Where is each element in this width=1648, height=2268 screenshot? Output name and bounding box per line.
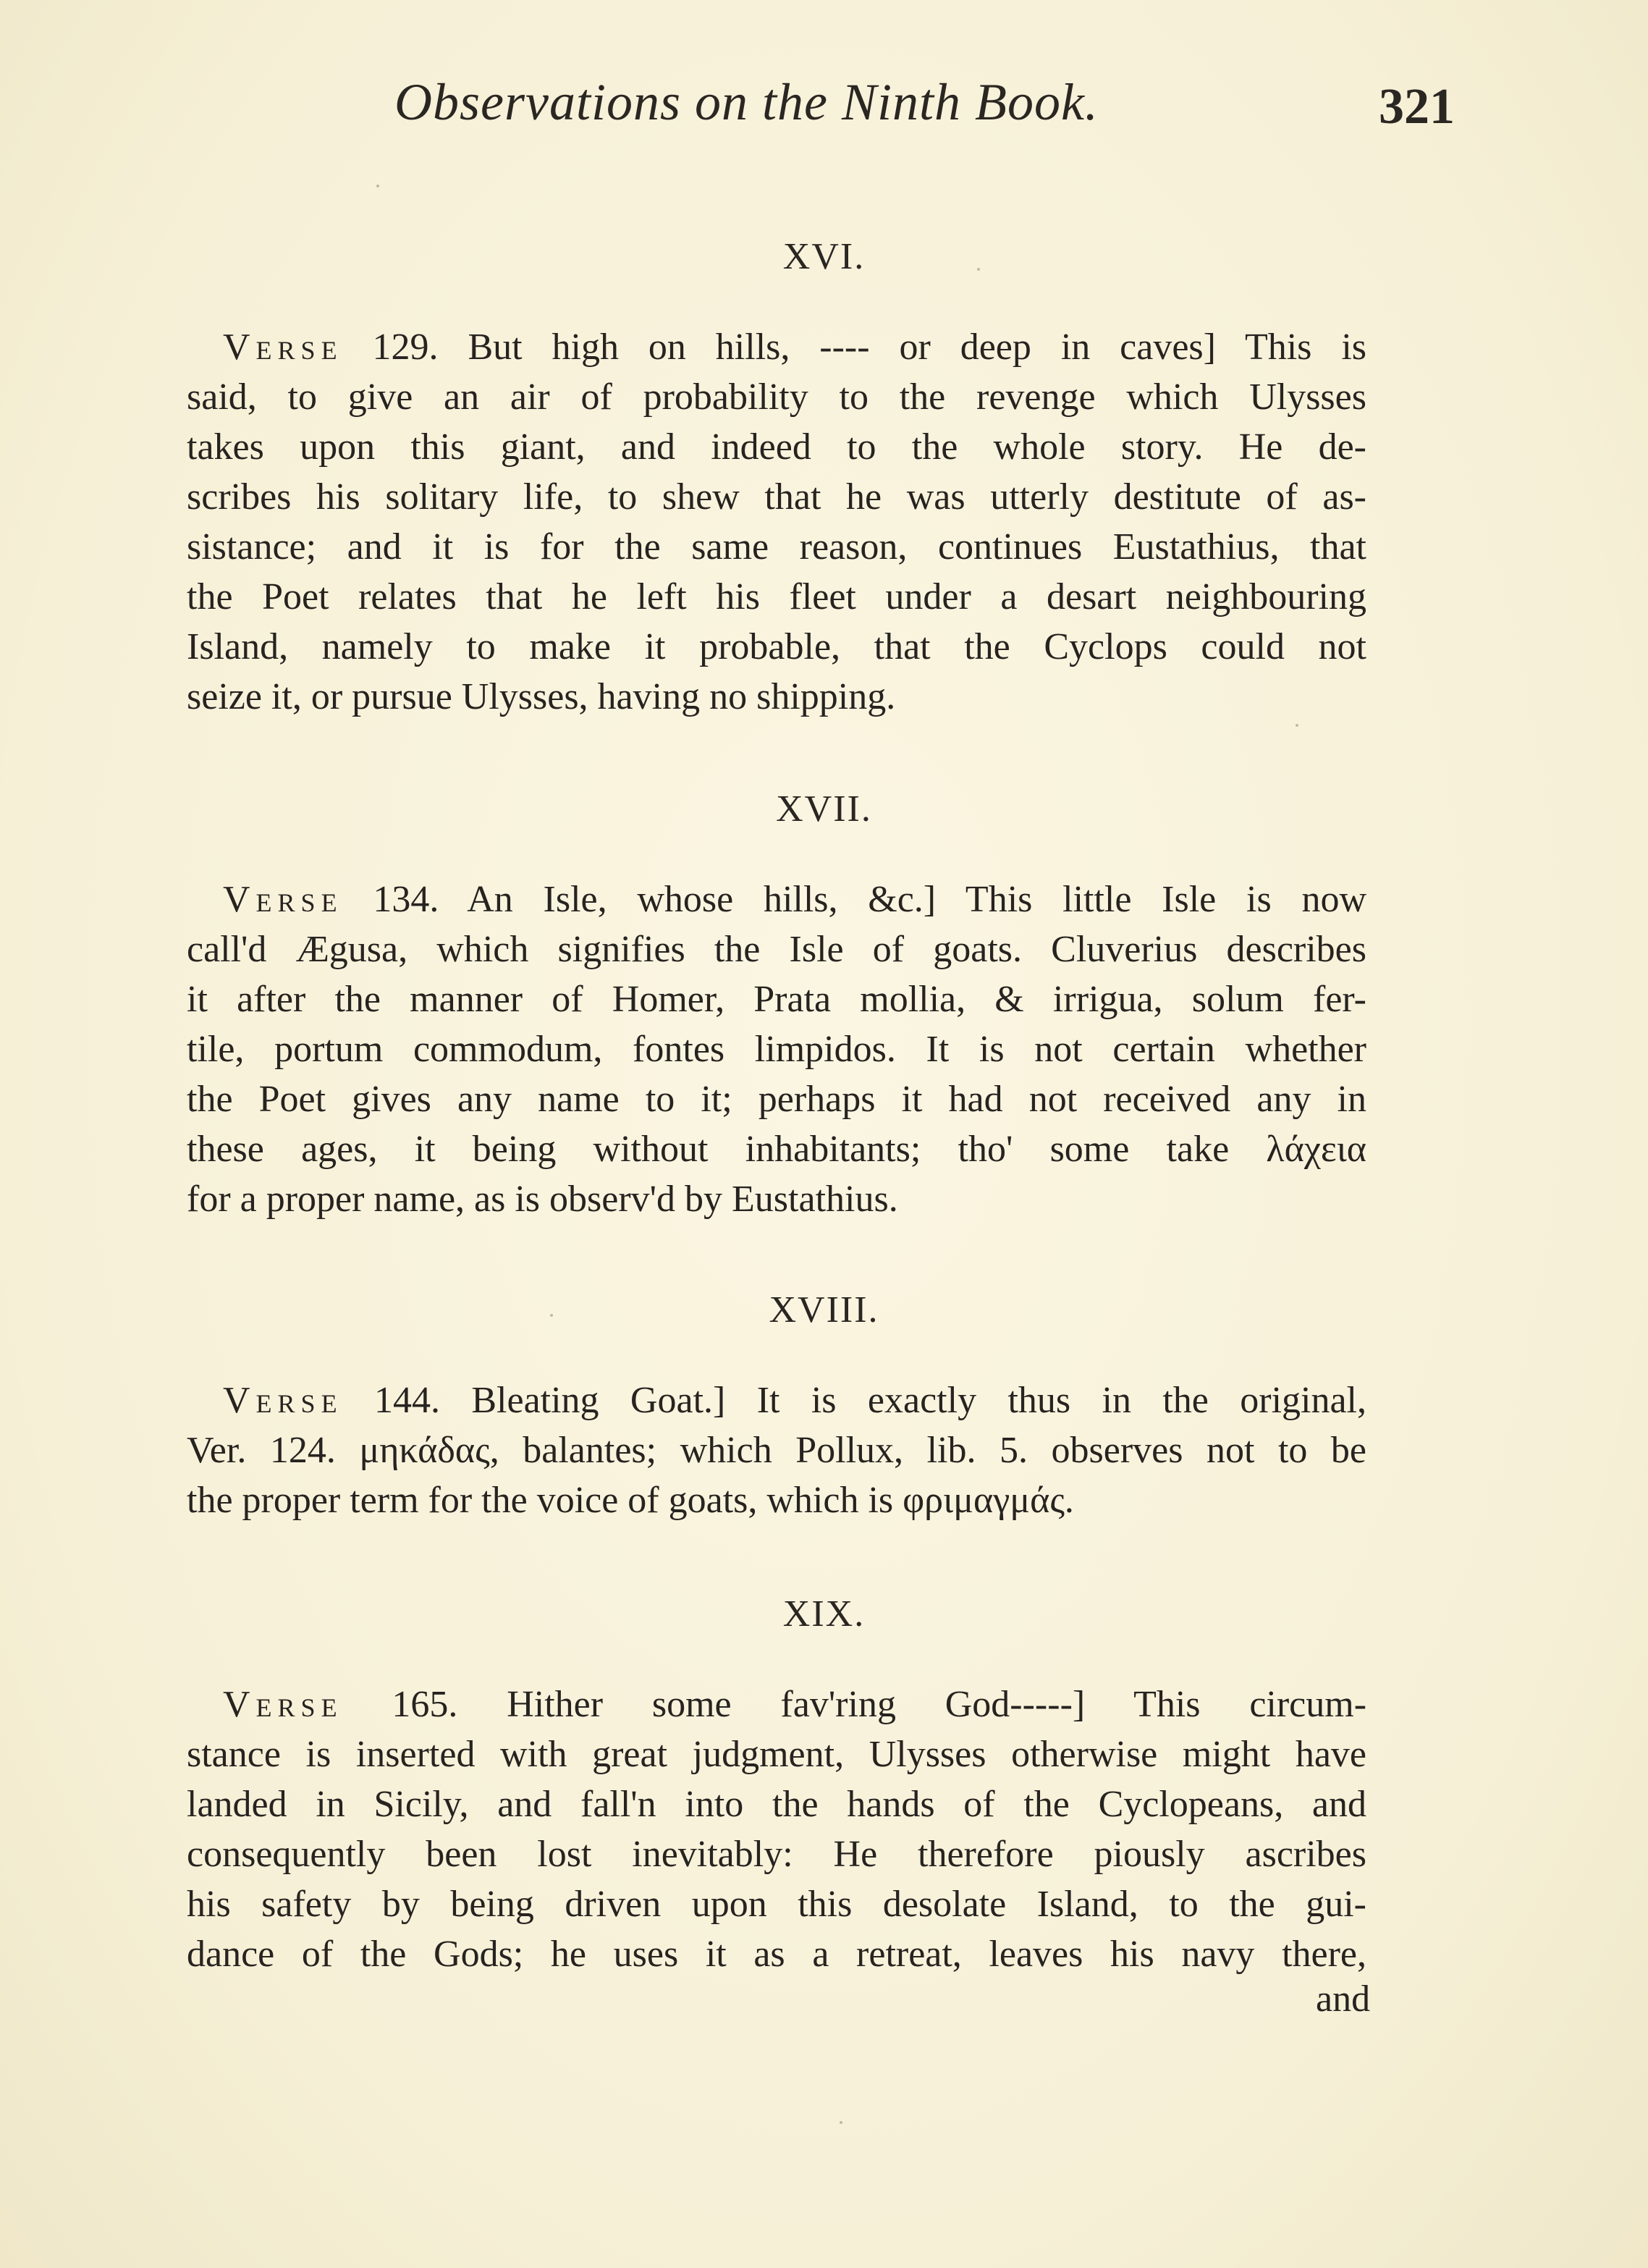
verse-number: 129.: [372, 326, 439, 368]
verse-number: 165.: [392, 1684, 458, 1725]
verse-label: Verse: [223, 1380, 343, 1421]
verse-quote: An Isle, whose hills, &c.] This little Isle is now: [467, 879, 1366, 920]
text-line: dance of the Gods; he uses it as a retreat, leaves his navy there,: [187, 1934, 1366, 1975]
text-line: seize it, or pursue Ulysses, having no shipping.: [187, 676, 896, 717]
running-title: Observations on the Ninth Book.: [394, 73, 1099, 131]
text-line: [187, 1679, 1366, 1729]
text-line: Island, namely to make it probable, that the Cyclops could not: [187, 626, 1366, 667]
text-line: [187, 874, 1366, 924]
text-line: [187, 1375, 1366, 1425]
text-line: said, to give an air of probability to the revenge which Ulysses: [187, 376, 1366, 418]
text-line: the Poet relates that he left his fleet under a desart neighbouring: [187, 576, 1366, 617]
verse-number: 134.: [373, 879, 439, 920]
section-heading-xix: XIX.: [782, 1593, 866, 1635]
section-heading-xviii: XVIII.: [769, 1289, 879, 1331]
verse-quote: Bleating Goat.] It is exactly thus in the original,: [471, 1380, 1367, 1421]
paper-speck: [840, 2121, 842, 2124]
text-line: these ages, it being without inhabitants; tho' some take λάχεια: [187, 1129, 1366, 1170]
text-line: [187, 322, 1366, 372]
text-line: landed in Sicily, and fall'n into the hands of the Cyclopeans, and: [187, 1784, 1366, 1825]
catchword: and: [1316, 1978, 1371, 2020]
text-line: consequently been lost inevitably: He therefore piously ascribes: [187, 1834, 1366, 1875]
text-line: call'd Ægusa, which signifies the Isle of goats. Cluverius describes: [187, 929, 1366, 970]
verse-label: Verse: [223, 879, 343, 920]
text-line: sistance; and it is for the same reason, continues Eustathius, that: [187, 526, 1366, 568]
section-text-xvii: [187, 874, 1366, 1224]
text-line: the Poet gives any name to it; perhaps it had not received any in: [187, 1079, 1366, 1120]
section-text-xix: [187, 1679, 1366, 1979]
text-line: the proper term for the voice of goats, which is φριμαγμάς.: [187, 1480, 1074, 1521]
verse-quote: But high on hills, ---- or deep in caves] This is: [468, 326, 1367, 368]
text-line: takes upon this giant, and indeed to the whole story. He de-: [187, 426, 1366, 468]
section-text-xvi: [187, 322, 1366, 722]
verse-label: Verse: [223, 1684, 343, 1725]
text-line: it after the manner of Homer, Prata mollia, & irrigua, solum fer-: [187, 979, 1366, 1020]
section-heading-xvi: XVI.: [782, 236, 866, 277]
paper-speck: [977, 268, 980, 271]
text-line: Ver. 124. μηκάδας, balantes; which Pollux, lib. 5. observes not to be: [187, 1430, 1366, 1471]
paper-speck: [1296, 724, 1298, 727]
paper-speck: [550, 1314, 553, 1317]
verse-number: 144.: [373, 1380, 440, 1421]
paper-speck: [376, 185, 379, 187]
verse-label: Verse: [223, 326, 343, 368]
section-text-xviii: [187, 1375, 1366, 1525]
running-head: [0, 72, 1648, 145]
section-heading-xvii: XVII.: [776, 788, 872, 830]
text-line: for a proper name, as is observ'd by Eustathius.: [187, 1179, 898, 1220]
text-line: tile, portum commodum, fontes limpidos. It is not certain whether: [187, 1029, 1366, 1070]
page-number: 321: [1379, 79, 1455, 135]
text-line: stance is inserted with great judgment, Ulysses otherwise might have: [187, 1734, 1366, 1775]
text-line: his safety by being driven upon this desolate Island, to the gui-: [187, 1884, 1366, 1925]
verse-quote: Hither some fav'ring God-----] This circum-: [507, 1684, 1367, 1725]
text-line: scribes his solitary life, to shew that he was utterly destitute of as-: [187, 476, 1366, 518]
